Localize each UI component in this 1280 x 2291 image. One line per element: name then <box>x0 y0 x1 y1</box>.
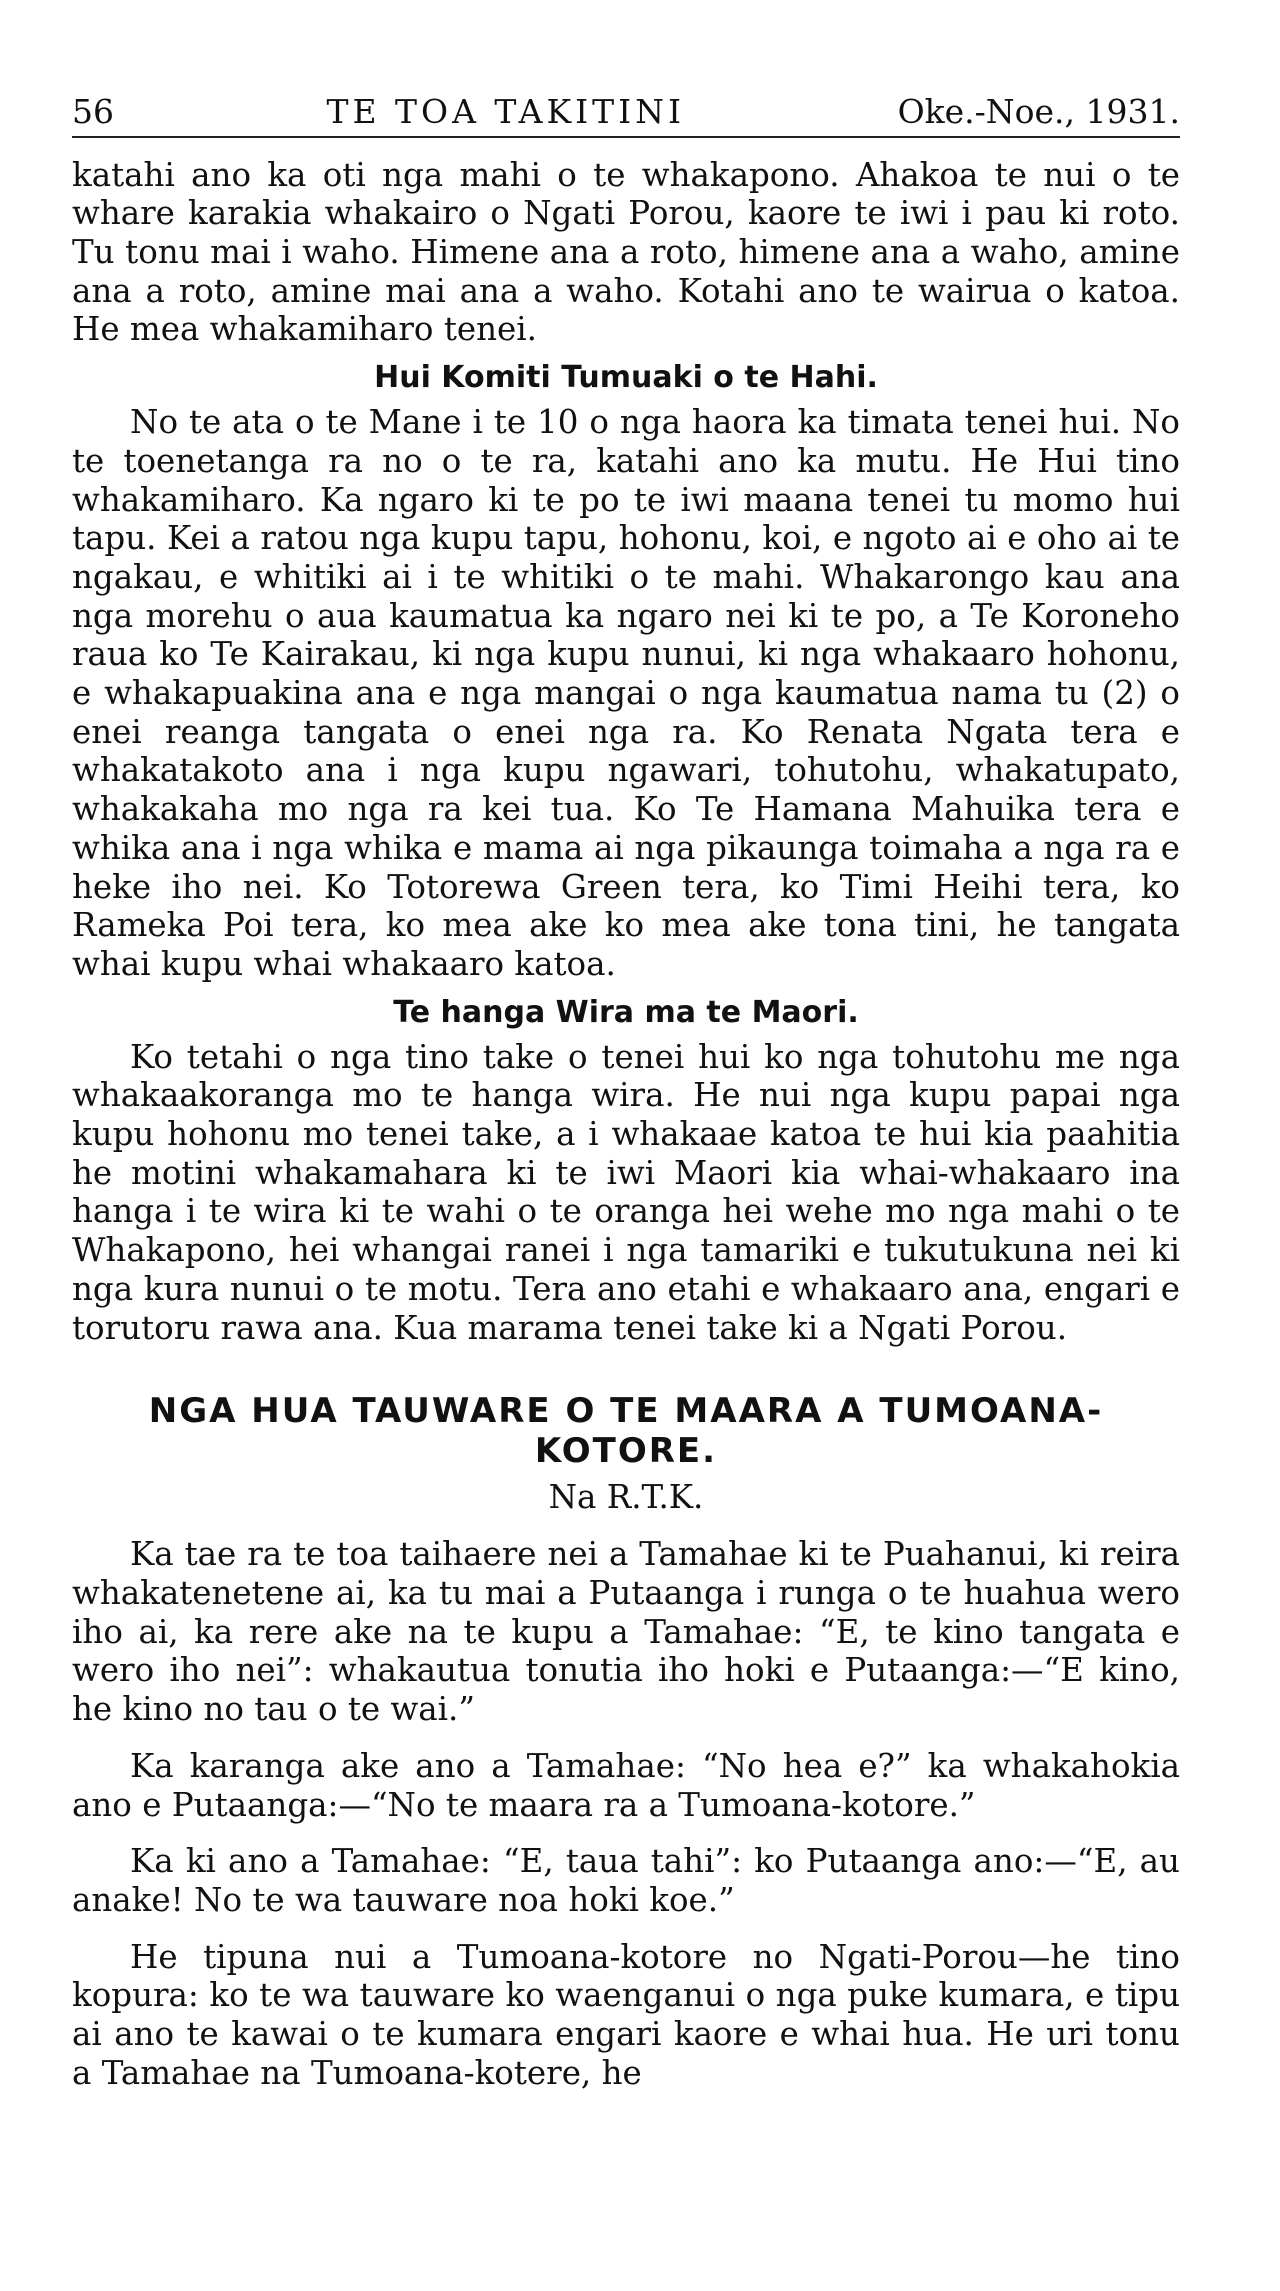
article-title: NGA HUA TAUWARE O TE MAARA A TUMOANA-KOTORE. <box>148 1391 1104 1472</box>
page-header <box>72 92 1180 138</box>
article-paragraph: Ka ki ano a Tamahae: “E, taua tahi”: ko Putaanga ano:—“E, au anake! No te wa tauware noa hoki koe.” <box>72 1842 1180 1919</box>
section-heading-hui-komiti: Hui Komiti Tumuaki o te Hahi. <box>374 360 878 396</box>
section-heading-hanga-wira: Te hanga Wira ma te Maori. <box>393 994 859 1030</box>
intro-paragraph: katahi ano ka oti nga mahi o te whakapono. Ahakoa te nui o te whare karakia whakairo o Ngati Porou, kaore te iwi i pau ki roto. Tu tonu mai i waho. Himene ana a roto, himene ana a waho, amine ana a roto, amine mai ana a waho. Kotahi ano te wairua o katoa. He mea whakamiharo tenei. <box>72 155 1180 349</box>
article-paragraph: Ka tae ra te toa taihaere nei a Tamahae ki te Puahanui, ki reira whakatenetene ai, ka tu mai a Putaanga i runga o te huahua wero iho ai, ka rere ake na te kupu a Tamahae: “E, te kino tangata e wero iho nei”: whakautua tonutia iho hoki e Putaanga:—“E kino, he kino no tau o te wai.” <box>72 1535 1180 1729</box>
article-byline: Na R.T.K. <box>548 1478 704 1517</box>
article-paragraph: He tipuna nui a Tumoana-kotore no Ngati-Porou—he tino kopura: ko te wa tauware ko waenganui o nga puke kumara, e tipu ai ano te kawai o te kumara engari kaore e whai hua. He uri tonu a Tamahae na Tumoana-kotere, he <box>72 1937 1180 2092</box>
issue-date: Oke.-Noe., 1931. <box>897 92 1180 131</box>
article-paragraph: Ka karanga ake ano a Tamahae: “No hea e?” ka whakahokia ano e Putaanga:—“No te maara ra a Tumoana-kotore.” <box>72 1746 1180 1824</box>
section-paragraph-hui-komiti: No te ata o te Mane i te 10 o nga haora ka timata tenei hui. No te toenetanga ra no o te ra, katahi ano ka mutu. He Hui tino whakamiharo. Ka ngaro ki te po te iwi maana tenei tu momo hui tapu. Kei a ratou nga kupu tapu, hohonu, koi, e ngoto ai e oho ai te ngakau, e whitiki ai i te whitiki o te mahi. Whakarongo kau ana nga morehu o aua kaumatua ka ngaro nei ki te po, a Te Koroneho raua ko Te Kairakau, ki nga kupu nunui, ki nga whakaaro hohonu, e whakapuakina ana e nga mangai o nga kaumatua nama tu (2) o enei reanga tangata o enei nga ra. Ko Renata Ngata tera e whakatakoto ana i nga kupu ngawari, tohutohu, whakatupato, whakakaha mo nga ra kei tua. Ko Te Hamana Mahuika tera e whika ana i nga whika e mama ai nga pikaunga toimaha a nga ra e heke iho nei. Ko Totorewa Green tera, ko Timi Heihi tera, ko Rameka Poi tera, ko mea ake ko mea ake tona tini, he tangata whai kupu whai whakaaro katoa. <box>72 403 1180 983</box>
section-paragraph-hanga-wira: Ko tetahi o nga tino take o tenei hui ko nga tohutohu me nga whakaakoranga mo te hanga wira. He nui nga kupu papai nga kupu hohonu mo tenei take, a i whakaae katoa te hui kia paahitia he motini whakamahara ki te iwi Maori kia whai-whakaaro ina hanga i te wira ki te wahi o te oranga hei wehe mo nga mahi o te Whakapono, hei whangai ranei i nga tamariki e tukutukuna nei ki nga kura nunui o te motu. Tera ano etahi e whakaaro ana, engari e torutoru rawa ana. Kua marama tenei take ki a Ngati Porou. <box>72 1037 1180 1347</box>
document-page <box>72 92 1180 2092</box>
page-number: 56 <box>72 92 114 131</box>
journal-title: TE TOA TAKITINI <box>326 92 686 131</box>
